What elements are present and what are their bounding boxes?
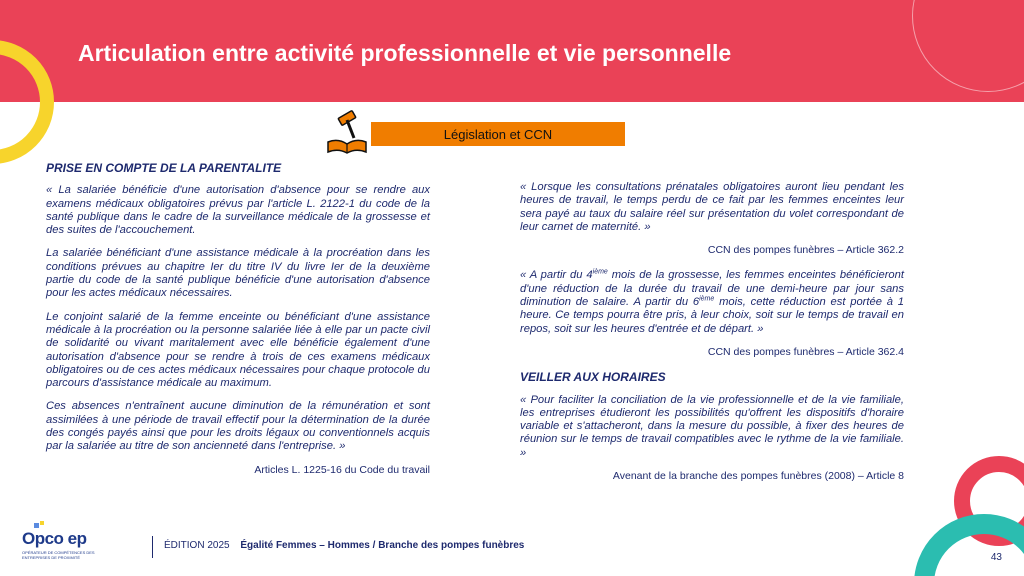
decorative-corner-circles [914, 456, 1024, 576]
source-362-2: CCN des pompes funèbres – Article 362.2 [707, 244, 904, 257]
source-avenant: Avenant de la branche des pompes funèbres (2008) – Article 8 [612, 470, 904, 483]
paragraph-1: « La salariée bénéficie d'une autorisation d'absence pour se rendre aux examens médicaux obligatoires prévus par l'article L. 2122-1 du code de la santé publique dans le cadre de la surveillance médicale de la grossesse et des suites de l'accouchement. [46, 184, 430, 237]
opco-logo: Opco ep OPÉRATEUR DE COMPÉTENCES DES ENTREPRISES DE PROXIMITÉ [22, 521, 122, 565]
footer-subtitle: Égalité Femmes – Hommes / Branche des pompes funèbres [240, 540, 525, 551]
page-title: Articulation entre activité professionnelle et vie personnelle [78, 40, 732, 66]
gavel-book-icon [326, 108, 368, 154]
quote-362-2: « Lorsque les consultations prénatales obligatoires auront lieu pendant les heures de travail, le temps perdu de ce fait par les femmes enceintes leur sera payé au taux du salaire réel sur présentation du volet correspondant de leur carnet de maternité. » [520, 181, 904, 233]
quote-avenant: « Pour faciliter la conciliation de la vie professionnelle et de la vie familiale, les entreprises étudieront les possibilités qu'offrent les dispositifs d'horaire variable et s'attacheront, dans la mesure du possible, à fixer des heures de réunion sur le temps de travail compatibles avec le rythme de la vie familiale. » [520, 393, 904, 459]
source-362-4: CCN des pompes funèbres – Article 362.4 [707, 345, 904, 358]
quote-362-4: « A partir du 4ième mois de la grossesse, les femmes enceintes bénéficieront d'une réduction de la durée du travail de une demi-heure par jour sans diminution de salaire. A partir du 6ième mois, cette réduction est portée à 1 heure. Ce temps pourra être pris, à leur choix, soit sur le temps de travail en repos, soit sur les heures d'entrée et de départ. » [520, 268, 905, 335]
footer-separator [152, 536, 153, 558]
left-column [46, 162, 430, 489]
footer-text [164, 540, 524, 551]
paragraph-4: Ces absences n'entraînent aucune diminution de la rémunération et sont assimilées à une période de travail effectif pour la détermination de la durée des congés payés ainsi que pour les droits légaux ou conventionnels acquis par la salariée au titre de son ancienneté dans l'entreprise. » [46, 400, 430, 453]
paragraph-3: Le conjoint salarié de la femme enceinte ou bénéficiant d'une assistance médicale à la procréation ou la personne salariée liée à elle par un pacte civil de solidarité ou vivant maritalement avec elle bénéficie également d'une autorisation d'absence pour se rendre à trois de ces examens médicaux obligatoires ou de ces actes médicaux nécessaires pour chaque protocole du parcours d'assistance médicale au maximum. [46, 310, 430, 390]
paragraph-2: La salariée bénéficiant d'une assistance médicale à la procréation dans les conditions prévues au chapitre Ier du titre IV du livre Ier de la deuxième partie du code de la santé publique bénéficie d'une autorisation d'absence pour les actes médicaux nécessaires. [46, 247, 430, 300]
right-column [520, 181, 904, 495]
edition-label: ÉDITION 2025 [164, 540, 230, 551]
legislation-banner: Législation et CCN [371, 122, 625, 146]
source-code-travail: Articles L. 1225-16 du Code du travail [254, 463, 430, 476]
page-number: 43 [990, 552, 1002, 563]
section-title-parentalite: PRISE EN COMPTE DE LA PARENTALITE [46, 161, 282, 175]
decorative-ring [912, 0, 1024, 92]
section-title-horaires: VEILLER AUX HORAIRES [520, 370, 666, 385]
